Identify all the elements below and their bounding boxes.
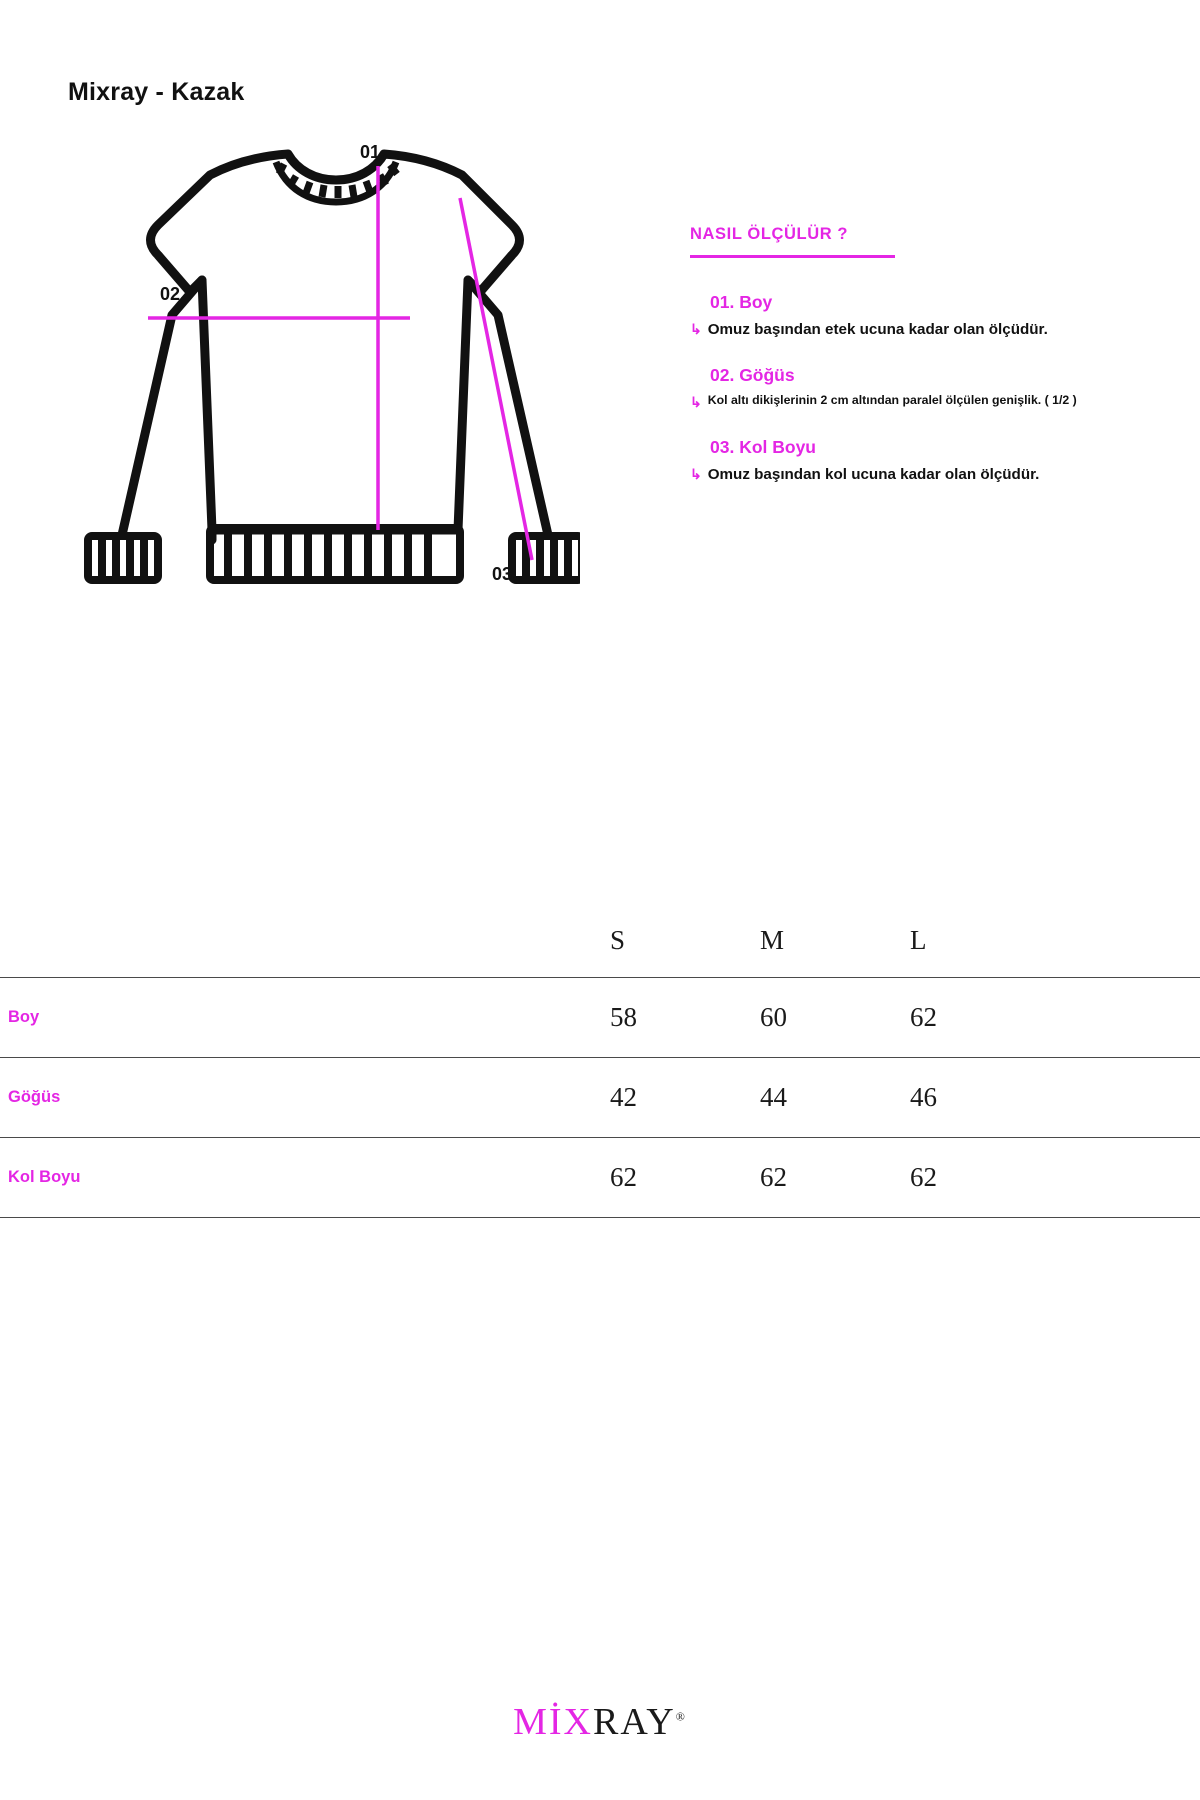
cell-gogus-m: 44 xyxy=(760,1081,787,1112)
arrow-right-down-icon: ↳ xyxy=(690,321,702,337)
size-table xyxy=(0,905,1200,1218)
callout-01: 01. xyxy=(360,142,386,162)
cell-gogus-spacer xyxy=(1060,1057,1200,1137)
measure-item-boy-desc-row xyxy=(690,320,1160,339)
measure-item-boy-desc: Omuz başından etek ucuna kadar olan ölçüdür. xyxy=(707,321,1048,338)
cell-boy-s: 58 xyxy=(610,1001,637,1032)
measure-item-gogus xyxy=(690,365,1160,411)
registered-mark-icon: ® xyxy=(675,1709,687,1724)
brand-logo-first: MİX xyxy=(513,1701,593,1743)
measure-item-kol-boyu xyxy=(690,437,1160,484)
callout-03: 03. xyxy=(492,564,518,584)
arrow-right-down-icon: ↳ xyxy=(690,466,702,483)
cell-boy-m: 60 xyxy=(760,1001,787,1032)
row-label-gogus: Göğüs xyxy=(8,1087,61,1106)
row-label-boy: Boy xyxy=(8,1007,40,1026)
sweater-illustration xyxy=(60,140,580,610)
size-column-header-m: M xyxy=(760,925,785,956)
row-label-kol-boyu: Kol Boyu xyxy=(8,1167,81,1186)
cell-kol-boyu-s: 62 xyxy=(610,1161,637,1192)
measure-item-boy xyxy=(690,292,1160,339)
size-table-header-row xyxy=(0,905,1200,977)
how-to-measure-panel xyxy=(690,225,1160,484)
size-column-header-l: L xyxy=(910,925,927,956)
table-row xyxy=(0,1137,1200,1217)
cell-boy-spacer xyxy=(1060,977,1200,1057)
brand-logo xyxy=(0,1700,1200,1744)
brand-logo-second: RAY xyxy=(593,1701,676,1743)
cell-kol-boyu-spacer xyxy=(1060,1137,1200,1217)
how-to-measure-title: NASIL ÖLÇÜLÜR ? xyxy=(690,225,849,243)
measure-item-kol-boyu-desc-row xyxy=(690,465,1160,484)
title-underline xyxy=(690,255,895,258)
measure-item-gogus-desc-row xyxy=(690,393,1160,411)
cell-gogus-s: 42 xyxy=(610,1081,637,1112)
cell-boy-l: 62 xyxy=(910,1001,937,1032)
size-table-header-label xyxy=(0,905,610,977)
cell-kol-boyu-m: 62 xyxy=(760,1161,787,1192)
size-table-header-spacer xyxy=(1060,905,1200,977)
table-row xyxy=(0,977,1200,1057)
table-row xyxy=(0,1057,1200,1137)
measure-item-kol-boyu-head: 03. Kol Boyu xyxy=(710,437,816,458)
measure-item-gogus-head: 02. Göğüs xyxy=(710,365,795,385)
cell-kol-boyu-l: 62 xyxy=(910,1161,937,1192)
arrow-right-down-icon: ↳ xyxy=(690,394,702,410)
measure-item-gogus-desc: Kol altı dikişlerinin 2 cm altından paralel ölçülen genişlik. ( 1/2 ) xyxy=(707,393,1077,407)
cell-gogus-l: 46 xyxy=(910,1081,937,1112)
measure-item-kol-boyu-desc: Omuz başından kol ucuna kadar olan ölçüdür. xyxy=(707,466,1040,484)
size-column-header-s: S xyxy=(610,925,626,956)
measure-item-boy-head: 01. Boy xyxy=(710,292,773,312)
callout-02: 02. xyxy=(160,284,186,304)
page-title: Mixray - Kazak xyxy=(68,78,245,106)
